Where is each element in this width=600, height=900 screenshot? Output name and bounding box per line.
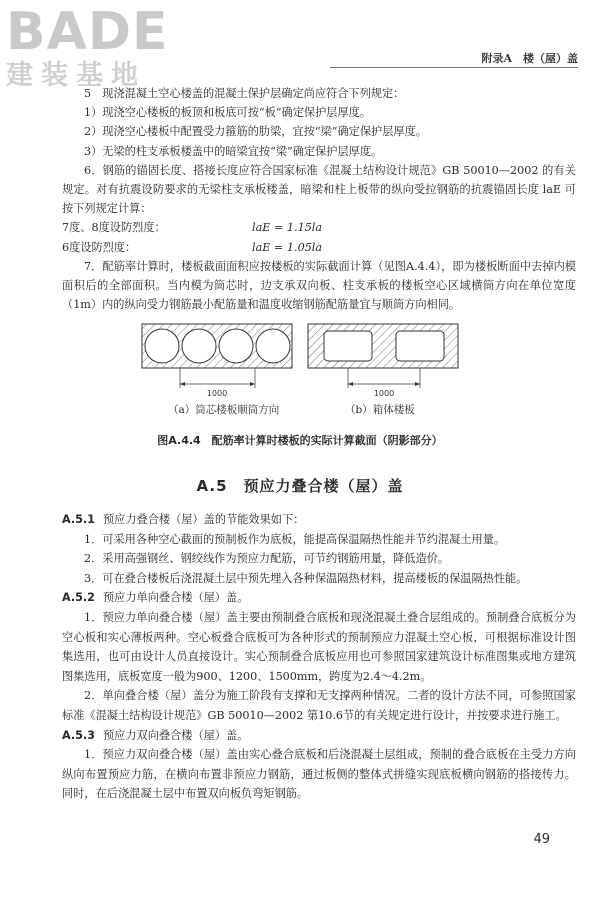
- intro-line: 1）现浇空心楼板的板顶和板底可按“板”确定保护层厚度。: [84, 106, 372, 120]
- item-7: 7．配筋率计算时，楼板截面面积应按楼板的实际截面计算（见图A.4.4），即为楼板断面中去掉内模面积后的全部面积。当内模为筒芯时，边支承双向板、柱支承板的楼板空心区域横筒方向在单位宽度（1m）内的纵向受力钢筋最小配筋量和温度收缩钢筋配筋量宜与顺筒方向相同。: [62, 259, 576, 312]
- clause-item: 1．预应力单向叠合楼（屋）盖主要由预制叠合底板和现浇混凝土叠合层组成的。预制叠合底板分为空心板和实心薄板两种。空心板叠合底板可为各种形式的预制预应力混凝土空心板，可根据标准设计图集选用，也可由设计人员直接设计。实心预制叠合底板应用也可参照国家建筑设计标准图集或地方建筑图集选用，底板宽度一般为900、1200、1500mm，跨度为2.4～4.2m。: [62, 610, 576, 683]
- figure-a44: [140, 322, 460, 414]
- formula-label: 7度、8度设防烈度：: [62, 221, 166, 235]
- dimension-label-a: 1000: [206, 389, 228, 398]
- formula-label: 6度设防烈度：: [62, 240, 137, 254]
- clause-number: A.5.3: [62, 728, 95, 742]
- clause-number: A.5.2: [62, 591, 95, 605]
- section-title: A.5 预应力叠合楼（屋）盖: [196, 477, 404, 495]
- figure-b-box-slab: [308, 324, 458, 388]
- formula-row: [62, 218, 576, 237]
- upper-body: [62, 84, 576, 314]
- figure-subcaption-b: （b）箱体楼板: [345, 404, 415, 416]
- clause-item: 1．预应力双向叠合楼（屋）盖由实心叠合底板和后浇混凝土层组成，预制的叠合底板在主受力方向纵向布置预应力筋，在横向布置非预应力钢筋，通过板侧的整体式拼缝实现底板横向钢筋的搭接传力。同时，在后浇混凝土层中布置双向板负弯矩钢筋。: [62, 748, 576, 801]
- item-6: 6．钢筋的锚固长度、搭接长度应符合国家标准《混凝土结构设计规范》GB 50010—2002 的有关规定。对有抗震设防要求的无梁柱支承板楼盖，暗梁和柱上板带的纵向受拉钢筋的抗震锚固长度 laE 可按下列规定计算：: [62, 163, 576, 216]
- intro-line: 3）无梁的柱支承板楼盖中的暗梁宜按“梁”确定保护层厚度。: [84, 144, 383, 158]
- dimension-label-b: 1000: [373, 389, 395, 398]
- figure-a-tube-slab: [142, 324, 292, 388]
- clause-item: 2．采用高强钢丝、钢绞线作为预应力配筋，可节约钢筋用量，降低造价。: [84, 552, 450, 566]
- figure-caption: 图A.4.4 配筋率计算时楼板的实际计算截面（阴影部分）: [157, 434, 443, 447]
- formula-eq: laE = 1.15la: [252, 221, 323, 235]
- formula-row: [62, 238, 576, 257]
- lower-body: [62, 510, 576, 804]
- clause-heading: [62, 726, 576, 746]
- clause-item: 3．可在叠合楼板后浇混凝土层中预先埋入各种保温隔热材料，提高楼板的保温隔热性能。: [84, 571, 528, 585]
- clause-item: 2．单向叠合楼（屋）盖分为施工阶段有支撑和无支撑两种情况。二者的设计方法不同，可参照国家标准《混凝土结构设计规范》GB 50010—2002 第10.6节的有关规定进行设计，并按要求进行施工。: [62, 689, 576, 722]
- intro-line: 2）现浇空心楼板中配置受力箍筋的肋梁，宜按“梁”确定保护层厚度。: [84, 125, 427, 139]
- running-header: 附录A 楼（屋）盖: [481, 52, 578, 65]
- brand-logo: BADE: [6, 2, 169, 62]
- clause-title: 预应力单向叠合楼（屋）盖。: [102, 591, 249, 605]
- clause-item: 1．可采用各种空心截面的预制板作为底板，能提高保温隔热性能并节约混凝土用量。: [84, 532, 506, 546]
- figure-subcaption-a: （a）筒芯楼板顺筒方向: [168, 404, 280, 416]
- page-number: 49: [533, 832, 550, 847]
- clause-heading: [62, 510, 576, 530]
- clause-title: 预应力双向叠合楼（屋）盖。: [102, 728, 249, 742]
- formula-eq: laE = 1.05la: [252, 240, 323, 254]
- clause-number: A.5.1: [62, 513, 95, 526]
- intro-line: 5 现浇混凝土空心楼盖的混凝土保护层确定尚应符合下列规定：: [84, 87, 405, 100]
- brand-logo-subtitle: 建装基地: [6, 60, 146, 91]
- clause-title: 预应力叠合楼（屋）盖的节能效果如下：: [102, 513, 305, 526]
- header-rule: [330, 67, 578, 68]
- clause-heading: [62, 588, 576, 608]
